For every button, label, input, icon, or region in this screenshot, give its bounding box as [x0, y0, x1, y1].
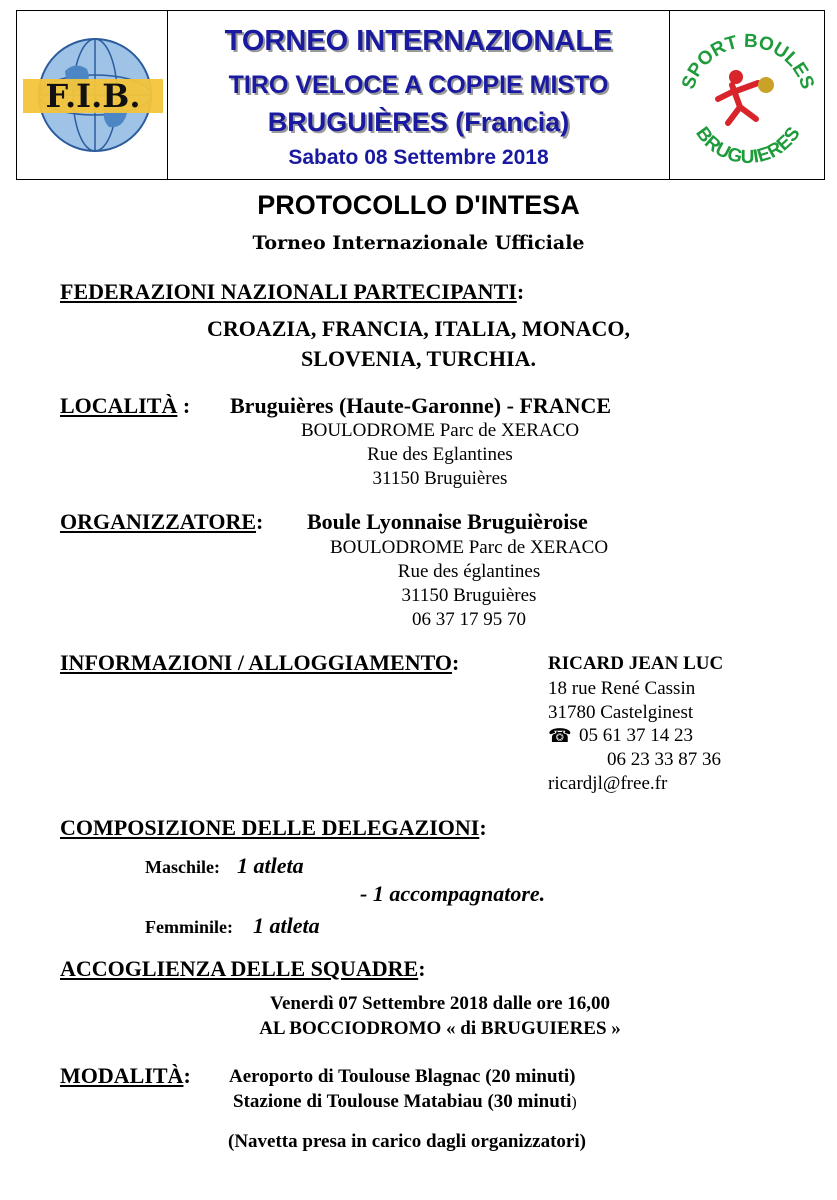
accoglienza-heading: ACCOGLIENZA DELLE SQUADRE:	[60, 956, 426, 981]
tournament-discipline: TIRO VELOCE A COPPIE MISTO	[228, 71, 609, 99]
organizzatore-heading: ORGANIZZATORE:	[60, 509, 264, 534]
navetta-note: (Navetta presa in carico dagli organizzatori)	[228, 1131, 586, 1152]
contact-address-2: 31780 Castelginest	[548, 702, 694, 723]
document-subtitle: Torneo Internazionale Ufficiale	[252, 232, 585, 254]
tournament-title: TORNEO INTERNAZIONALE	[224, 25, 613, 57]
federazioni-heading: FEDERAZIONI NAZIONALI PARTECIPANTI:	[60, 279, 525, 304]
svg-text:SPORT BOULES	[678, 31, 818, 92]
document-title: PROTOCOLLO D'INTESA	[257, 190, 580, 220]
informazioni-heading: INFORMAZIONI / ALLOGGIAMENTO:	[60, 650, 460, 675]
logo-top-text: SPORT BOULES	[678, 30, 818, 92]
tournament-location: BRUGUIÈRES (Francia)	[267, 107, 570, 137]
accoglienza-line-1: Venerdì 07 Settembre 2018 dalle ore 16,00	[269, 993, 611, 1014]
localita-main: Bruguières (Haute-Garonne) - FRANCE	[230, 393, 612, 418]
informazioni-label: INFORMAZIONI / ALLOGGIAMENTO	[60, 650, 452, 675]
organizzatore-label: ORGANIZZATORE	[60, 509, 257, 534]
femminile-value: 1 atleta	[253, 913, 320, 938]
localita-line-3: 31150 Bruguières	[372, 468, 508, 489]
organizzatore-line-2: Rue des églantines	[397, 561, 541, 582]
federazioni-line-2: SLOVENIA, TURCHIA.	[301, 346, 536, 371]
contact-address-1: 18 rue René Cassin	[548, 678, 696, 699]
telephone-icon: ☎	[548, 726, 572, 747]
maschile-value: 1 atleta	[237, 853, 304, 878]
modalita-line-1: Aeroporto di Toulouse Blagnac (20 minuti)	[229, 1066, 576, 1087]
contact-email[interactable]: ricardjl@free.fr	[548, 773, 668, 794]
sport-boules-logo	[670, 11, 824, 179]
tournament-date: Sabato 08 Settembre 2018	[288, 146, 549, 169]
fib-globe-logo	[17, 11, 168, 179]
contact-name: RICARD JEAN LUC	[548, 653, 724, 674]
femminile-label: Femminile:	[145, 917, 233, 937]
composizione-heading: COMPOSIZIONE DELLE DELEGAZIONI:	[60, 815, 487, 840]
sport-boules-logo-cell	[670, 11, 824, 179]
header-title-block	[168, 11, 670, 179]
contact-phone-2: 06 23 33 87 36	[607, 749, 721, 770]
svg-text:BRUGUIERES	[691, 123, 804, 168]
federazioni-line-1: CROAZIA, FRANCIA, ITALIA, MONACO,	[206, 316, 631, 341]
maschile-label: Maschile:	[145, 857, 220, 877]
accompagnatore-value: - 1 accompagnatore.	[360, 881, 546, 906]
modalita-line-2-wrap	[233, 1091, 577, 1113]
logo-bottom-text: BRUGUIERES	[691, 123, 805, 169]
header-box	[16, 10, 825, 180]
contact-phone-1: 05 61 37 14 23	[579, 725, 693, 746]
modalita-label: MODALITÀ	[60, 1063, 184, 1088]
fib-logo-text: F.I.B.	[45, 77, 141, 115]
localita-label: LOCALITÀ	[60, 393, 178, 418]
localita-heading: LOCALITÀ :	[60, 393, 191, 418]
organizzatore-line-3: 31150 Bruguières	[401, 585, 537, 606]
federazioni-label: FEDERAZIONI NAZIONALI PARTECIPANTI	[60, 279, 517, 304]
organizzatore-phone: 06 37 17 95 70	[412, 609, 526, 630]
organizzatore-line-1: BOULODROME Parc de XERACO	[329, 537, 609, 558]
accoglienza-line-2: AL BOCCIODROMO « di BRUGUIERES »	[259, 1018, 621, 1039]
accoglienza-label: ACCOGLIENZA DELLE SQUADRE	[60, 956, 419, 981]
modalita-line-2: Stazione di Toulouse Matabiau (30 minuti	[233, 1091, 572, 1112]
modalita-heading: MODALITÀ:	[60, 1063, 191, 1088]
localita-line-2: Rue des Eglantines	[367, 444, 513, 465]
organizzatore-main: Boule Lyonnaise Bruguièroise	[307, 509, 588, 534]
modalita-line-2-end: )	[571, 1094, 577, 1111]
fib-logo-cell	[17, 11, 168, 179]
localita-line-1: BOULODROME Parc de XERACO	[300, 420, 580, 441]
composizione-label: COMPOSIZIONE DELLE DELEGAZIONI	[60, 815, 480, 840]
